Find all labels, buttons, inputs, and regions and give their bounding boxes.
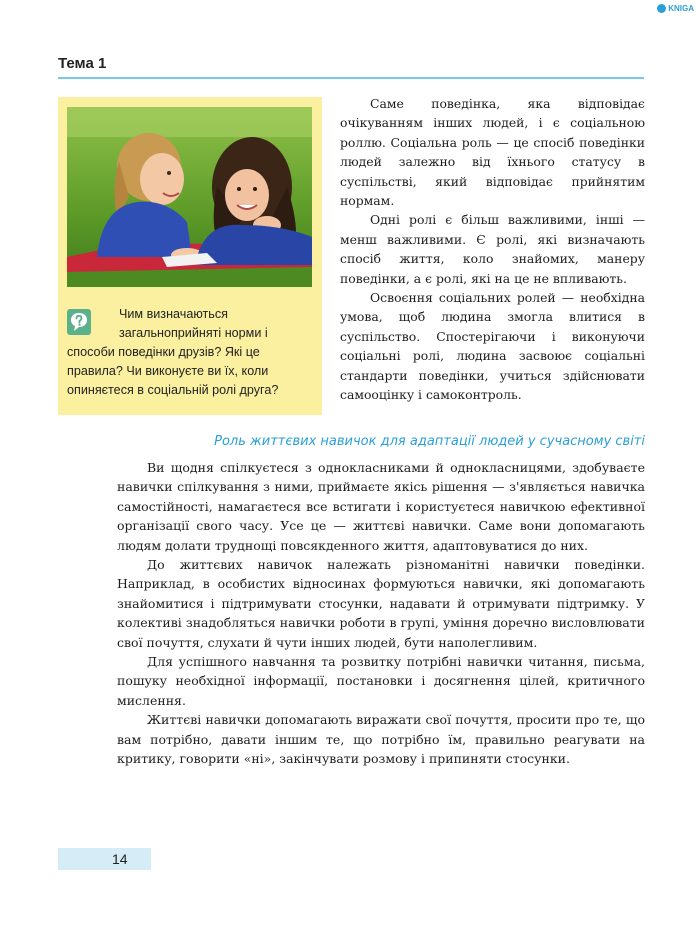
page-number-bar: [58, 848, 151, 870]
page-number: 14: [112, 851, 128, 867]
paragraph: Саме поведінка, яка відповідає очікуванням інших людей, і є соціальною роллю. Соціальна роль — це спосіб поведінки людей залежно від їхнього статусу в суспільстві, який відповідає прийнятим нормам.: [340, 96, 645, 209]
header-divider: [58, 77, 644, 79]
paragraph: Одні ролі є більш важливими, інші — менш важливими. Є ролі, які визначають спосіб життя, коло знайомих, манеру поведінки, а є ролі, які на це не впливають.: [340, 212, 645, 286]
globe-icon: [657, 4, 666, 13]
sidebar-box: [58, 97, 322, 415]
paragraph: До життєвих навичок належать різноманітні навички поведінки. Наприклад, в особистих відносинах формуються навички, які допомагають знайомитися і підтримувати стосунки, надавати й отримувати підтримку. У колективі знадобляться навички роботи в групі, уміння доречно висловлювати свої почуття, слухати й чути інших людей, бути наполегливим.: [117, 557, 645, 650]
paragraph: Життєві навички допомагають виражати свої почуття, просити про те, що вам потрібно, давати іншим те, що потрібно їм, правильно реагувати на критику, говорити «ні», закінчувати розмову і припиняти стосунки.: [117, 712, 645, 767]
publisher-logo: [657, 4, 694, 13]
right-column-text: [340, 94, 645, 405]
photo-two-girls-on-grass: [67, 107, 312, 287]
question-text: Чим визначаються загальноприйняті норми і способи поведінки друзів? Які це правила? Чи виконуєте ви їх, коли опиняєтеся в соціальній ролі друга?: [67, 307, 279, 397]
paragraph: Освоєння соціальних ролей — необхідна умова, щоб людина змогла влитися в суспільство. Спостерігаючи і виконуючи соціальні ролі, людина засвоює соціальні стандарти поведінки, учиться здійснювати самооцінку і самоконтроль.: [340, 290, 645, 403]
paragraph: Ви щодня спілкуєтеся з однокласниками й однокласницями, здобуваєте навички спілкування з ними, приймаєте якісь рішення — з'являється навичка самостійності, намагаєтеся все встигати і користуєтеся навичкою ефективної організації свого часу. Усе це — життєві навички. Саме вони допомагають людям долати труднощі повсякденного життя, адаптовуватися до них.: [117, 460, 645, 553]
logo-text: KNIGA: [668, 4, 694, 13]
topic-label: Тема 1: [58, 55, 107, 72]
paragraph: Для успішного навчання та розвитку потрібні навички читання, письма, пошуку необхідної інформації, постановки і досягнення цілей, критичного мислення.: [117, 654, 645, 708]
section-heading: Роль життєвих навичок для адаптації людей у сучасному світі: [214, 434, 645, 449]
main-text: [117, 458, 645, 769]
